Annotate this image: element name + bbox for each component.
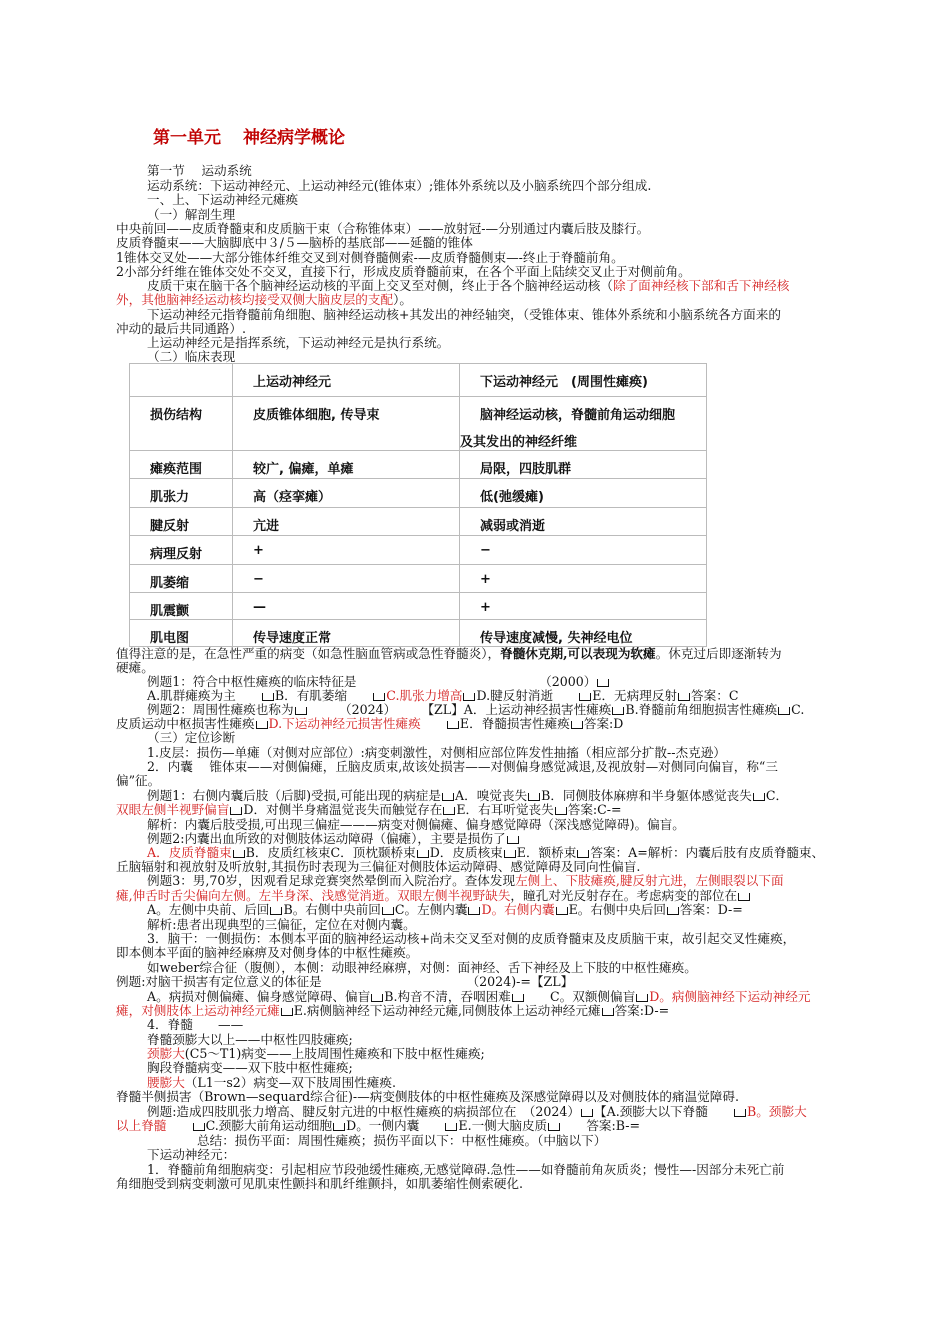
text-segment: E．额桥束	[516, 845, 577, 860]
table-row	[130, 565, 707, 593]
bracket-mark	[597, 679, 609, 687]
text-segment: B。右侧中央前回	[283, 902, 381, 917]
text-segment: 答案:B-=	[561, 1118, 641, 1133]
bracket-mark	[193, 1123, 205, 1131]
text-line	[147, 903, 743, 917]
bracket-mark	[636, 994, 648, 1002]
table-cell	[460, 451, 707, 479]
bracket-mark	[579, 693, 591, 701]
text-line	[116, 975, 573, 989]
text-segment: E.病侧脑神经下运动神经元瘫,同侧肢体上运动神经元瘫	[293, 1003, 601, 1018]
text-segment: C。双额侧偏盲	[524, 989, 636, 1004]
text-segment: E．右耳听觉丧失	[456, 802, 554, 817]
cell-text: 高（痉挛瘫）	[253, 490, 332, 505]
table-row	[130, 479, 707, 508]
text-segment: 1．脊髓前角细胞病变：引起相应节段弛缓性瘫痪,无感觉障碍.急性——如脊髓前角灰质炎；慢性—-因部分未死亡前	[147, 1162, 785, 1177]
bracket-mark	[504, 850, 516, 858]
text-segment: 一、上、下运动神经元瘫痪	[147, 192, 299, 207]
cell-text: 局限，四肢肌群	[480, 462, 572, 477]
text-line	[116, 860, 640, 874]
text-segment: D。病侧脑神经下运动神经元	[649, 989, 811, 1004]
text-segment: 角细胞受到病变刺激可见肌束性颤抖和肌纤维颤抖，如肌萎缩性侧索硬化.	[116, 1176, 524, 1191]
bracket-mark	[512, 994, 524, 1002]
text-segment: 如weber综合征（腹侧），本侧：动眼神经麻痹，对侧：面神经、舌下神经及上下肢的中枢性瘫痪。	[147, 960, 697, 975]
text-segment: 以上脊髓	[116, 1118, 167, 1133]
table-cell	[233, 397, 460, 451]
text-segment: D.下运动神经元损害性瘫痪	[268, 716, 421, 731]
bracket-mark	[612, 707, 624, 715]
text-segment: A．嗅觉丧失	[455, 788, 528, 803]
text-segment: 即本侧本平面的脑神经麻痹及对侧身体的中枢性瘫痪。	[116, 945, 419, 960]
text-segment: C。左侧内囊	[394, 902, 468, 917]
bracket-mark	[256, 721, 268, 729]
text-line	[147, 703, 804, 717]
table-row	[130, 620, 707, 647]
text-segment: 冲动的最后共同通路）.	[116, 321, 246, 336]
text-line	[147, 179, 651, 193]
cell-text: 上运动神经元	[253, 375, 332, 390]
text-line	[116, 889, 751, 903]
cell-text: 病理反射	[150, 547, 203, 562]
table-cell	[130, 397, 233, 451]
text-segment: A.肌群瘫痪为主	[147, 688, 261, 703]
cell-text: 肌萎缩	[150, 576, 190, 591]
text-segment: （二）临床表现	[147, 349, 236, 364]
text-segment: B。颈膨大	[747, 1104, 807, 1119]
table-cell	[130, 479, 233, 508]
table-cell	[460, 364, 707, 397]
text-line	[147, 990, 810, 1004]
text-line	[116, 322, 246, 336]
table-header-row	[130, 364, 707, 397]
cell-text: 肌震颤	[150, 604, 190, 619]
table-cell	[130, 620, 233, 647]
text-line	[147, 350, 235, 364]
text-segment: 总结：损伤平面：周围性瘫痪；损伤平面以下：中枢性瘫痪。（中脑以下）	[197, 1133, 607, 1148]
bracket-mark	[555, 807, 567, 815]
cell-text: 瘫痪范围	[150, 462, 203, 477]
table-cell	[460, 536, 707, 565]
bracket-mark	[443, 807, 455, 815]
text-segment: （一）解剖生理	[147, 207, 236, 222]
text-segment: 答案:D-=	[614, 1003, 670, 1018]
text-segment: 颈膨大	[147, 1046, 185, 1061]
text-segment: 例题2：周围性瘫痪也称为	[147, 702, 294, 717]
text-line	[147, 1047, 485, 1061]
bracket-mark	[333, 1123, 345, 1131]
bracket-mark	[230, 807, 242, 815]
bracket-mark	[548, 1123, 560, 1131]
text-line	[116, 1090, 739, 1104]
text-line	[116, 236, 473, 250]
bracket-mark	[442, 793, 454, 801]
text-line	[147, 1061, 353, 1075]
bracket-mark	[295, 707, 307, 715]
table-cell	[233, 593, 460, 620]
bracket-mark	[667, 907, 679, 915]
cell-text	[150, 364, 232, 371]
text-line	[116, 774, 160, 788]
bracket-mark	[382, 907, 394, 915]
bracket-mark	[556, 907, 568, 915]
text-segment: 1.皮层：损伤—单瘫（对侧对应部位）:病变刺激性，对侧相应部位阵发性抽搐（相应部分扩散--杰克逊）	[147, 745, 726, 760]
text-segment: 例题2:内囊出血所致的对侧肢体运动障碍（偏瘫），主要是损伤了	[147, 831, 506, 846]
text-segment: (C5～T1)病变——上肢周围性瘫痪和下肢中枢性瘫痪;	[184, 1046, 485, 1061]
text-line	[147, 918, 416, 932]
text-segment: E。右侧中央后回	[568, 902, 666, 917]
bracket-mark	[468, 907, 480, 915]
unit-number: 第一单元	[153, 128, 221, 148]
table-cell	[233, 479, 460, 508]
text-segment: 胸段脊髓病变——双下肢中枢性瘫痪;	[147, 1060, 353, 1075]
table-cell	[233, 536, 460, 565]
bracket-mark	[463, 693, 475, 701]
cell-text: —	[253, 600, 266, 615]
text-line	[147, 1076, 396, 1090]
text-segment: B．有肌萎缩	[274, 688, 373, 703]
text-line	[116, 946, 418, 960]
text-segment: 皮质干束在脑干各个脑神经运动核的平面上交叉至对侧，终止于各个脑神经运动核（	[147, 278, 613, 293]
text-line	[147, 164, 252, 178]
text-line	[147, 279, 789, 293]
text-line	[116, 1177, 523, 1191]
text-segment: 除了面神经核下部和舌下神经核	[612, 278, 790, 293]
cell-text: 腱反射	[150, 519, 190, 534]
cell-text: −	[253, 572, 264, 587]
text-segment: 运动系统：下运动神经元、上运动神经元(锥体束）;锥体外系统以及小脑系统四个部分组成.	[147, 178, 652, 193]
text-line	[147, 832, 520, 846]
text-line	[147, 1105, 807, 1119]
table-cell	[233, 451, 460, 479]
text-segment: 例题3：男,70岁，因观看足球竞赛突然晕倒而入院治疗。查体发现	[147, 873, 516, 888]
text-segment: 外，其他脑神经运动核均接受双侧大脑皮层的支配	[116, 292, 394, 307]
table-row	[130, 451, 707, 479]
text-segment: C.	[791, 702, 805, 717]
bracket-mark	[734, 1109, 746, 1117]
bracket-mark	[602, 1008, 614, 1016]
text-segment: 硬瘫。	[116, 660, 154, 675]
bracket-mark	[753, 793, 765, 801]
text-segment: 上运动神经元是指挥系统，下运动神经元是执行系统。	[147, 335, 450, 350]
cell-text: 下运动神经元 (周围性瘫痪)	[480, 375, 648, 390]
table-cell	[130, 508, 233, 536]
cell-text: 低(弛缓瘫)	[480, 490, 544, 505]
text-line	[116, 717, 623, 731]
bracket-mark	[528, 793, 540, 801]
text-segment: B．皮质红核束C．顶枕颞桥束	[245, 845, 416, 860]
text-segment: 脊髓休克期,可以表现为软瘫	[500, 646, 656, 661]
text-segment: 答案：C	[691, 688, 739, 703]
cell-text: 较广, 偏瘫，单瘫	[253, 462, 354, 477]
text-segment: 脊髓颈膨大以上——中枢性四肢瘫痪;	[147, 1032, 353, 1047]
table-row	[130, 508, 707, 536]
cell-text: +	[480, 572, 491, 587]
text-segment: 2小部分纤维在锥体交处不交叉，直接下行，形成皮质脊髓前束，在各个平面上陆续交叉止于对侧前角。	[116, 264, 691, 279]
text-segment: C．	[765, 788, 789, 803]
table-cell	[460, 593, 707, 620]
table-cell	[130, 364, 233, 397]
text-segment: 答案:D	[583, 716, 624, 731]
bracket-mark	[581, 1109, 593, 1117]
cell-text: +	[253, 543, 264, 558]
table-cell	[233, 508, 460, 536]
table-cell	[460, 508, 707, 536]
text-segment: 4．脊髓 ——	[147, 1017, 244, 1032]
text-segment: （L1一s2）病变—双下肢周围性瘫痪.	[184, 1075, 396, 1090]
text-segment: 3．脑干：一侧损伤：本侧本平面的脑神经运动核+尚未交叉至对侧的皮质脊髓束及皮质脑干束，故引起交叉性瘫痪，	[147, 931, 796, 946]
text-segment: 丘脑辐射和视放射及听放射,其损伤时表现为三偏征对侧肢体运动障碍、感觉障碍及同向性偏盲.	[116, 859, 641, 874]
bracket-mark	[262, 693, 274, 701]
text-segment: E．脊髓损害性瘫痪	[459, 716, 570, 731]
text-segment: ）。	[393, 292, 412, 307]
cell-text: 脑神经运动核，脊髓前角运动细胞	[480, 408, 676, 423]
bracket-mark	[577, 850, 589, 858]
text-line	[116, 1004, 669, 1018]
unit-name: 神经病学概论	[243, 128, 345, 148]
text-line	[147, 746, 726, 760]
bracket-mark	[371, 994, 383, 1002]
text-line	[147, 961, 697, 975]
text-segment	[421, 716, 446, 731]
table-cell	[233, 620, 460, 647]
table-cell	[130, 593, 233, 620]
text-line	[147, 1033, 353, 1047]
bracket-mark	[417, 850, 429, 858]
text-segment: 下运动神经元指脊髓前角细胞、脑神经运动核+其发出的神经轴突，（受锥体束、锥体外系统和小脑系统各方面来的	[147, 307, 781, 322]
table-cell	[130, 451, 233, 479]
cell-text: 亢进	[253, 519, 280, 534]
bracket-mark	[281, 1008, 293, 1016]
text-line	[147, 846, 824, 860]
text-segment: 下运动神经元：	[147, 1147, 236, 1162]
text-line	[147, 731, 235, 745]
table-cell	[460, 397, 707, 451]
text-line	[147, 760, 778, 774]
text-segment: 【A.颈膨大以下脊髓	[594, 1104, 734, 1119]
text-segment: 腰膨大	[147, 1075, 185, 1090]
bracket-mark	[270, 907, 282, 915]
text-segment: 例题:造成四肢肌张力增高、腱反射亢进的中枢性瘫痪的病损部位在 （2024）	[147, 1104, 580, 1119]
text-line	[147, 1163, 784, 1177]
text-line	[147, 818, 685, 832]
text-line	[116, 293, 412, 307]
text-segment: 脊髓半侧损害（Brown—sequard综合征)-—病变侧肢体的中枢性瘫痪及深感觉障碍以及对侧肢体的痛温觉障碍.	[116, 1089, 739, 1104]
bracket-mark	[738, 893, 750, 901]
text-segment: 1锥体交叉处——大部分锥体纤维交叉到对侧脊髓侧索-—皮质脊髓侧束—-终止于脊髓前角。	[116, 250, 624, 265]
text-line	[147, 193, 298, 207]
text-line	[147, 208, 235, 222]
text-segment: 皮质脊髓束——大脑脚底中３/５—脑桥的基底部——延髓的锥体	[116, 235, 473, 250]
text-segment: 值得注意的是，在急性严重的病变（如急性脑血管病或急性脊髓炎），	[116, 646, 501, 661]
text-line	[116, 1119, 640, 1133]
text-segment: 例题1：右侧内囊后肢（后脚)受损,可能出现的病症是	[147, 788, 441, 803]
cell-text: −	[480, 543, 491, 558]
text-segment: D。右侧内囊	[481, 902, 555, 917]
text-segment: 瘫，对侧肢体上运动神经元瘫	[116, 1003, 280, 1018]
text-line	[147, 336, 449, 350]
text-line	[147, 1148, 235, 1162]
text-line	[116, 661, 154, 675]
text-segment: 2．内囊 锥体束——对侧偏瘫，丘脑皮质束,故该处损害——对侧偏身感觉减退,及视放射—对侧同向偏盲，称“三	[147, 759, 778, 774]
text-segment: 例题:对脑干损害有定位意义的体征是 （2024)-=【ZL】	[116, 974, 574, 989]
text-segment: 中央前回——皮质脊髓束和皮质脑干束（合称锥体束）——放射冠-—分别通过内囊后肢及膝行。	[116, 221, 650, 236]
text-line	[147, 1018, 243, 1032]
text-segment: C.肌张力增高	[386, 688, 463, 703]
text-line	[116, 647, 782, 661]
text-line	[197, 1134, 606, 1148]
text-segment: D．皮质核束	[429, 845, 503, 860]
text-segment: 偏”征。	[116, 773, 161, 788]
table-cell	[460, 565, 707, 593]
cell-text: 肌电图	[150, 631, 190, 646]
bracket-mark	[233, 850, 245, 858]
text-segment: （2024） 【ZL】A．上运动神经损害性瘫痪	[307, 702, 612, 717]
text-segment: 答案：D-=	[679, 902, 743, 917]
table-cell	[460, 479, 707, 508]
text-segment: 解析:患者出现典型的三偏征，定位在对侧内囊。	[147, 917, 416, 932]
text-segment: B.构音不清，吞咽困难	[384, 989, 511, 1004]
text-segment: ，瞳孔对光反射存在。考虑病变的部位在	[510, 888, 738, 903]
table-cell	[460, 620, 707, 647]
text-segment: 双眼左侧半视野偏盲	[116, 802, 230, 817]
table-cell	[130, 536, 233, 565]
text-segment: B.脊髓前角细胞损害性瘫痪	[625, 702, 778, 717]
text-line	[116, 222, 649, 236]
cell-text: 肌张力	[150, 490, 190, 505]
text-segment: A．皮质脊髓束	[147, 845, 232, 860]
bracket-mark	[778, 707, 790, 715]
text-segment: D.腱反射消逝	[476, 688, 579, 703]
text-segment	[166, 1118, 191, 1133]
table-cell	[233, 364, 460, 397]
bracket-mark	[678, 693, 690, 701]
text-segment: C.颈膨大前角运动细胞	[205, 1118, 333, 1133]
text-segment: B．同侧肢体麻痹和半身躯体感觉丧失	[541, 788, 752, 803]
text-line	[116, 803, 622, 817]
text-line	[147, 789, 788, 803]
text-segment: A。左侧中央前、后回	[147, 902, 270, 917]
text-segment: 例题1：符合中枢性瘫痪的临床特征是 （2000）	[147, 674, 597, 689]
text-segment: 答案：A=解析：内囊后肢有皮质脊髓束、	[590, 845, 825, 860]
cell-text: 皮质锥体细胞, 传导束	[253, 408, 380, 423]
text-line	[147, 874, 784, 888]
text-line	[147, 675, 610, 689]
text-segment: E.一侧大脑皮质	[458, 1118, 548, 1133]
cell-text: 传导速度正常	[253, 631, 332, 646]
text-segment: 。休克过后即逐渐转为	[655, 646, 782, 661]
text-segment: （三）定位诊断	[147, 730, 236, 745]
text-segment: D．对侧半身痛温觉丧失而触觉存在	[243, 802, 443, 817]
text-segment: 皮质运动中枢损害性瘫痪	[116, 716, 255, 731]
cell-text: 损伤结构	[150, 408, 203, 423]
text-segment: 瘫,伸舌时舌尖偏向左侧。左半身深、浅感觉消逝。双眼左侧半视野缺失	[116, 888, 511, 903]
cell-text: 传导速度减慢, 失神经电位	[480, 631, 633, 646]
bracket-mark	[507, 836, 519, 844]
text-segment: 左侧上、下肢瘫痪,腱反射亢进，左侧眼裂以下面	[515, 873, 784, 888]
cell-text: +	[480, 600, 491, 615]
text-line	[147, 308, 781, 322]
table-cell	[233, 565, 460, 593]
table-row	[130, 536, 707, 565]
text-segment: 解析：内囊后肢受损,可出现三偏症———病变对侧偏瘫、偏身感觉障碍（深浅感觉障碍)。偏盲。	[147, 817, 685, 832]
cell-text: 及其发出的神经纤维	[460, 435, 578, 450]
text-line	[147, 689, 738, 703]
unit-title	[153, 123, 367, 148]
text-segment: 答案:C-=	[567, 802, 622, 817]
table-row	[130, 593, 707, 620]
bracket-mark	[571, 721, 583, 729]
text-segment: E．无病理反射	[592, 688, 678, 703]
table-row	[130, 397, 707, 451]
comparison-table	[129, 363, 707, 647]
cell-text: 减弱或消逝	[480, 519, 546, 534]
text-segment: A。病损对侧偏瘫、偏身感觉障碍、偏盲	[147, 989, 371, 1004]
text-segment: D。一侧内囊	[346, 1118, 445, 1133]
text-line	[147, 932, 795, 946]
bracket-mark	[447, 721, 459, 729]
bracket-mark	[373, 693, 385, 701]
text-segment: 第一节 运动系统	[147, 163, 252, 178]
text-line	[116, 251, 624, 265]
table-cell	[130, 565, 233, 593]
text-line	[116, 265, 691, 279]
bracket-mark	[445, 1123, 457, 1131]
